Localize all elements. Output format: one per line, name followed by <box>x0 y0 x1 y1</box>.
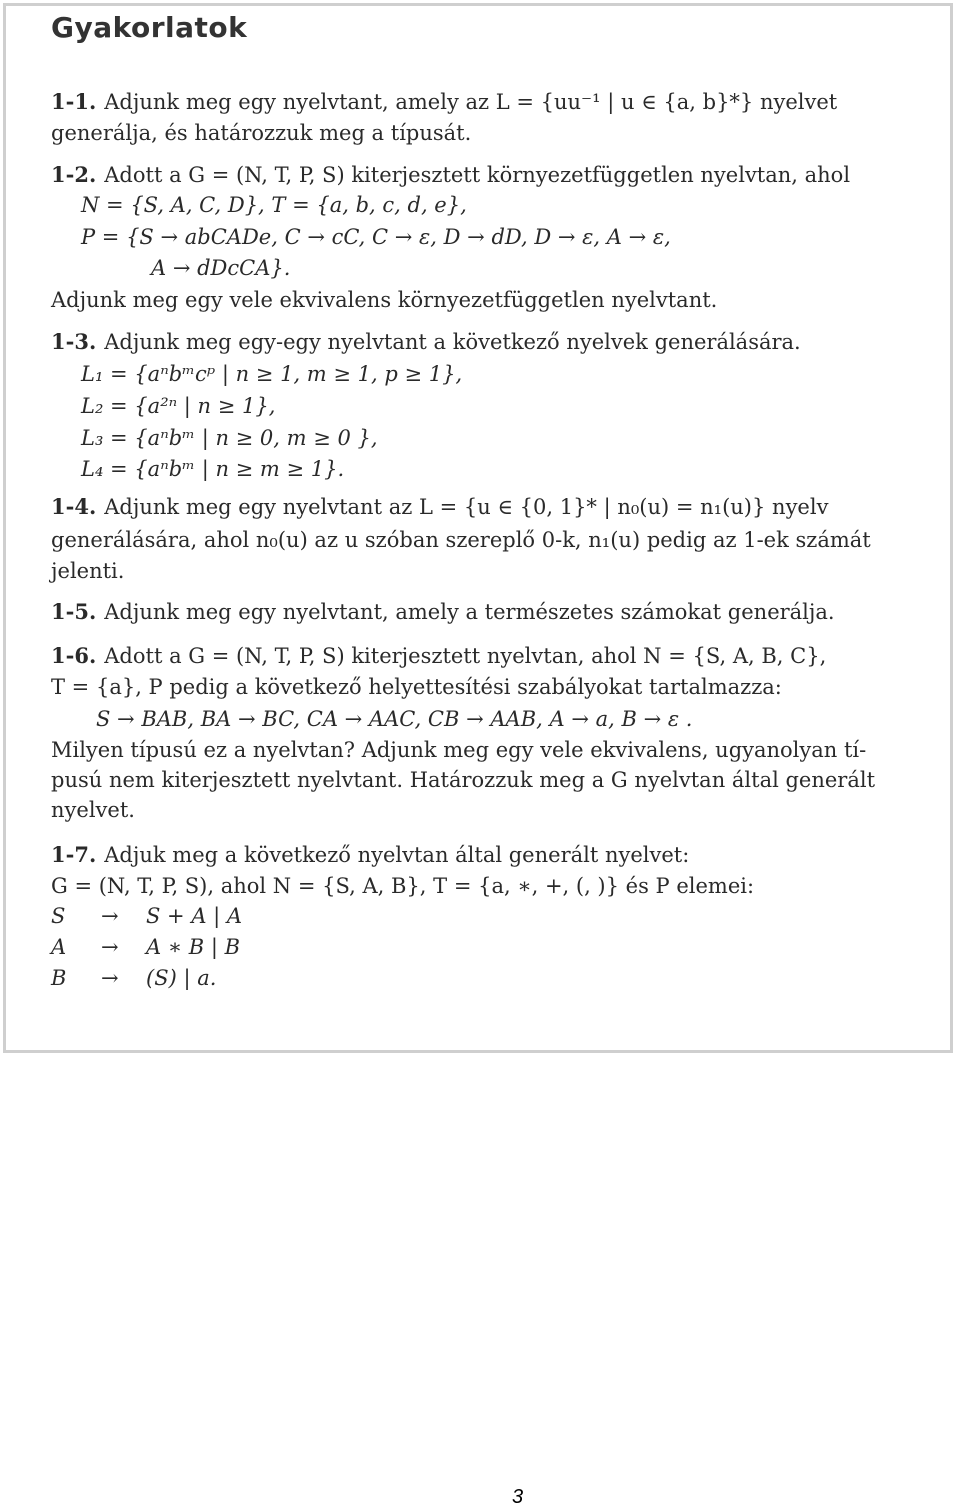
exercise-1-4-line-1 <box>51 493 828 521</box>
page-frame <box>3 3 953 1053</box>
language-l2: L₂ = {a²ⁿ | n ≥ 1}, <box>81 394 276 418</box>
rule-rhs: A ∗ B | B <box>146 935 241 959</box>
exercise-1-6-line-4: Milyen típusú ez a nyelvtan? Adjunk meg egy vele ekvivalens, ugyanolyan tí- <box>51 738 867 762</box>
language-l1: L₁ = {aⁿbᵐcᵖ | n ≥ 1, m ≥ 1, p ≥ 1}, <box>81 362 463 386</box>
rule-arrow: → <box>101 904 119 928</box>
exercise-1-6-text-1: Adott a G = (N, T, P, S) kiterjesztett nyelvtan, ahol N = {S, A, B, C}, <box>104 644 827 668</box>
rule-arrow: → <box>101 966 119 990</box>
exercise-1-4-line-2: generálására, ahol n₀(u) az u szóban szereplő 0-k, n₁(u) pedig az 1-ek számát <box>51 528 871 552</box>
exercise-1-2-text-1: Adott a G = (N, T, P, S) kiterjesztett környezetfüggetlen nyelvtan, ahol <box>104 163 851 187</box>
exercise-1-6-line-2: T = {a}, P pedig a következő helyettesítési szabályokat tartalmazza: <box>51 675 782 699</box>
exercise-1-7-number: 1-7. <box>51 842 97 867</box>
exercise-1-7-line-2: G = (N, T, P, S), ahol N = {S, A, B}, T = {a, ∗, +, (, )} és P elemei: <box>51 874 755 898</box>
exercise-1-6-rules: S → BAB, BA → BC, CA → AAC, CB → AAB, A → a, B → ε . <box>96 707 693 731</box>
language-l3: L₃ = {aⁿbᵐ | n ≥ 0, m ≥ 0 }, <box>81 426 378 450</box>
exercise-1-2-number: 1-2. <box>51 162 97 187</box>
exercise-1-2-line-1 <box>51 161 850 189</box>
exercise-1-1-number: 1-1. <box>51 89 97 114</box>
exercise-1-3-number: 1-3. <box>51 329 97 354</box>
exercise-1-1-text-1: Adjunk meg egy nyelvtant, amely az L = {uu⁻¹ | u ∈ {a, b}*} nyelvet <box>104 90 838 114</box>
grammar-rule <box>51 964 216 992</box>
rule-lhs: A <box>51 935 67 959</box>
rule-rhs: S + A | A <box>146 904 243 928</box>
exercise-1-3-text-1: Adjunk meg egy-egy nyelvtant a következő nyelvek generálására. <box>104 330 801 354</box>
exercise-1-6-number: 1-6. <box>51 643 97 668</box>
exercise-1-6-line-1 <box>51 642 826 670</box>
exercise-1-2-line-2: N = {S, A, C, D}, T = {a, b, c, d, e}, <box>81 193 467 217</box>
grammar-rule <box>51 902 242 930</box>
rule-lhs: S <box>51 904 66 928</box>
exercise-1-5-line-1 <box>51 598 835 626</box>
page-number: 3 <box>512 1486 524 1508</box>
exercise-1-5-number: 1-5. <box>51 599 97 624</box>
exercise-1-7-line-1 <box>51 841 689 869</box>
rule-lhs: B <box>51 966 67 990</box>
exercise-1-4-text-1: Adjunk meg egy nyelvtant az L = {u ∈ {0, 1}* | n₀(u) = n₁(u)} nyelv <box>104 495 829 519</box>
exercise-1-1-line-2: generálja, és határozzuk meg a típusát. <box>51 121 472 145</box>
exercise-1-1-line-1 <box>51 88 837 116</box>
language-l4: L₄ = {aⁿbᵐ | n ≥ m ≥ 1}. <box>81 457 345 481</box>
rule-rhs: (S) | a. <box>146 966 217 990</box>
exercise-1-4-line-3: jelenti. <box>51 559 125 583</box>
exercise-1-6-line-6: nyelvet. <box>51 798 135 822</box>
page-title: Gyakorlatok <box>51 11 248 44</box>
exercise-1-6-line-5: pusú nem kiterjesztett nyelvtant. Határozzuk meg a G nyelvtan által generált <box>51 768 876 792</box>
exercise-1-2-line-4: A → dDcCA}. <box>151 256 291 280</box>
rule-arrow: → <box>101 935 119 959</box>
exercise-1-4-number: 1-4. <box>51 494 97 519</box>
exercise-1-3-line-1 <box>51 328 801 356</box>
exercise-1-2-line-3: P = {S → abCADe, C → cC, C → ε, D → dD, D → ε, A → ε, <box>81 225 671 249</box>
exercise-1-5-text-1: Adjunk meg egy nyelvtant, amely a természetes számokat generálja. <box>104 600 835 624</box>
exercise-1-2-line-5: Adjunk meg egy vele ekvivalens környezetfüggetlen nyelvtant. <box>51 288 718 312</box>
grammar-rule <box>51 933 240 961</box>
exercise-1-7-text-1: Adjuk meg a következő nyelvtan által generált nyelvet: <box>104 843 690 867</box>
